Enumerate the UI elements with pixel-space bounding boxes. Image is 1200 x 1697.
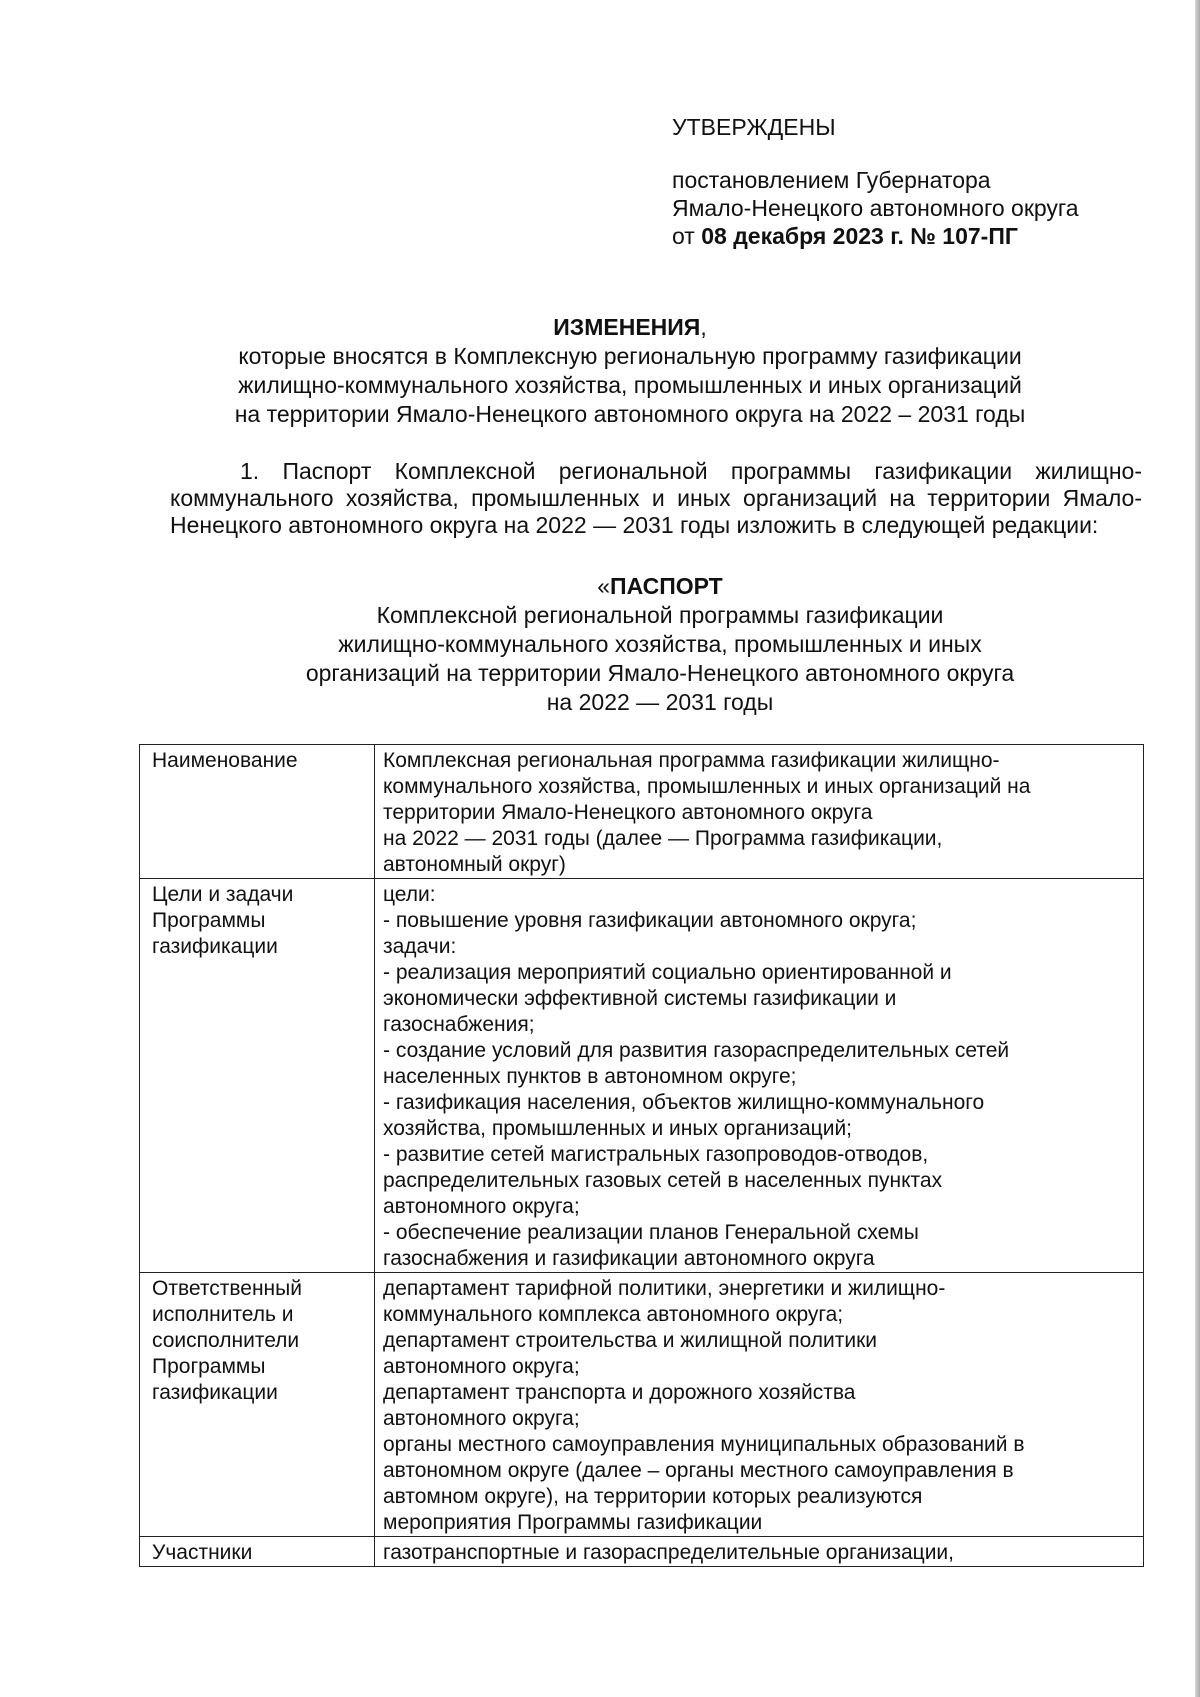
approval-date: 08 декабря 2023 г. № 107-ПГ [701, 223, 1018, 249]
passport-line-2: жилищно-коммунального хозяйства, промышленных и иных [338, 631, 982, 657]
document-title-line [130, 313, 1130, 342]
passport-title: ПАСПОРТ [610, 573, 723, 599]
label-line: газификации [152, 1381, 278, 1404]
passport-title-line [130, 572, 1190, 601]
value-line: задачи: [383, 935, 457, 958]
value-line: автономного округа; [383, 1355, 580, 1378]
label-line: Наименование [152, 749, 298, 772]
value-line: хозяйства, промышленных и иных организаций; [383, 1117, 853, 1140]
document-title-suffix: , [700, 314, 707, 340]
table-cell-value [375, 1273, 1144, 1537]
label-line: Программы [152, 909, 266, 932]
table-cell-value [375, 1537, 1144, 1567]
value-line: распределительных газовых сетей в населенных пунктах [383, 1169, 943, 1192]
value-line: коммунального комплекса автономного округа; [383, 1303, 844, 1326]
label-line: исполнитель и [152, 1303, 294, 1326]
value-line: - реализация мероприятий социально ориентированной и [383, 961, 952, 984]
value-line: газоснабжения и газификации автономного округа [383, 1247, 875, 1270]
passport-quote: « [597, 573, 611, 599]
value-line: Комплексная региональная программа газификации жилищно- [383, 749, 1000, 772]
approval-date-line [672, 222, 1079, 250]
value-line: автономный округ) [383, 853, 566, 876]
table-row [140, 1537, 1144, 1567]
value-line: - создание условий для развития газораспределительных сетей [383, 1039, 1010, 1062]
label-line: Цели и задачи [152, 883, 294, 906]
approval-line-2: Ямало-Ненецкого автономного округа [672, 195, 1079, 221]
value-line: газотранспортные и газораспределительные организации, [383, 1541, 954, 1564]
document-subtitle-line-3: на территории Ямало-Ненецкого автономного округа на 2022 – 2031 годы [234, 401, 1026, 427]
table-row [140, 745, 1144, 879]
table-cell-label [140, 1273, 375, 1537]
value-line: органы местного самоуправления муниципальных образований в [383, 1433, 1025, 1456]
approval-line-1: постановлением Губернатора [672, 167, 991, 193]
page-edge-shadow [1195, 0, 1200, 1697]
value-line: экономически эффективной системы газификации и [383, 987, 897, 1010]
passport-line-3: организаций на территории Ямало-Ненецкого автономного округа [305, 660, 1015, 686]
value-line: автономного округа; [383, 1195, 580, 1218]
table-cell-value [375, 745, 1144, 879]
label-line: Программы [152, 1355, 266, 1378]
document-subtitle-line-1: которые вносятся в Комплексную региональную программу газификации [238, 343, 1022, 369]
value-line: территории Ямало-Ненецкого автономного округа [383, 801, 873, 824]
value-line: - газификация населения, объектов жилищно-коммунального [383, 1091, 985, 1114]
value-line: населенных пунктов в автономном округе; [383, 1065, 797, 1088]
value-line: автомном округе), на территории которых реализуются [383, 1485, 923, 1508]
value-line: газоснабжения; [383, 1013, 535, 1036]
passport-table [139, 744, 1144, 1567]
table-cell-label [140, 1537, 375, 1567]
approval-title: УТВЕРЖДЕНЫ [672, 114, 836, 140]
label-line: Участники [152, 1541, 253, 1564]
value-line: автономном округе (далее – органы местного самоуправления в [383, 1459, 1014, 1482]
document-heading [130, 313, 1130, 429]
value-line: департамент строительства и жилищной политики [383, 1329, 878, 1352]
value-line: автономного округа; [383, 1407, 580, 1430]
passport-line-4: на 2022 — 2031 годы [546, 689, 774, 715]
document-subtitle-line-2: жилищно-коммунального хозяйства, промышленных и иных организаций [238, 372, 1022, 398]
passport-line-1: Комплексной региональной программы газификации [376, 602, 944, 628]
value-line: мероприятия Программы газификации [383, 1511, 763, 1534]
value-line: департамент транспорта и дорожного хозяйства [383, 1381, 856, 1404]
approval-block [672, 113, 1079, 250]
passport-heading [130, 572, 1190, 717]
paragraph-1: 1. Паспорт Комплексной региональной программы газификации жилищно-коммунального хозяйства, промышленных и иных организаций на территории Ямало-Ненецкого автономного округа на 2022 — 2031 годы изложить в следующей редакции: [170, 458, 1142, 538]
label-line: Ответственный [152, 1277, 302, 1300]
value-line: - обеспечение реализации планов Генеральной схемы [383, 1221, 919, 1244]
table-row [140, 1273, 1144, 1537]
value-line: на 2022 — 2031 годы (далее — Программа газификации, [383, 827, 943, 850]
label-line: газификации [152, 935, 278, 958]
approval-date-prefix: от [672, 223, 702, 249]
document-title: ИЗМЕНЕНИЯ [553, 314, 701, 340]
value-line: департамент тарифной политики, энергетики и жилищно- [383, 1277, 946, 1300]
value-line: - развитие сетей магистральных газопроводов-отводов, [383, 1143, 929, 1166]
label-line: соисполнители [152, 1329, 300, 1352]
value-line: коммунального хозяйства, промышленных и иных организаций на [383, 775, 1031, 798]
value-line: цели: [383, 883, 436, 906]
table-cell-label [140, 745, 375, 879]
table-row [140, 879, 1144, 1273]
table-cell-label [140, 879, 375, 1273]
value-line: - повышение уровня газификации автономного округа; [383, 909, 917, 932]
passport-table-body [140, 745, 1144, 1567]
table-cell-value [375, 879, 1144, 1273]
